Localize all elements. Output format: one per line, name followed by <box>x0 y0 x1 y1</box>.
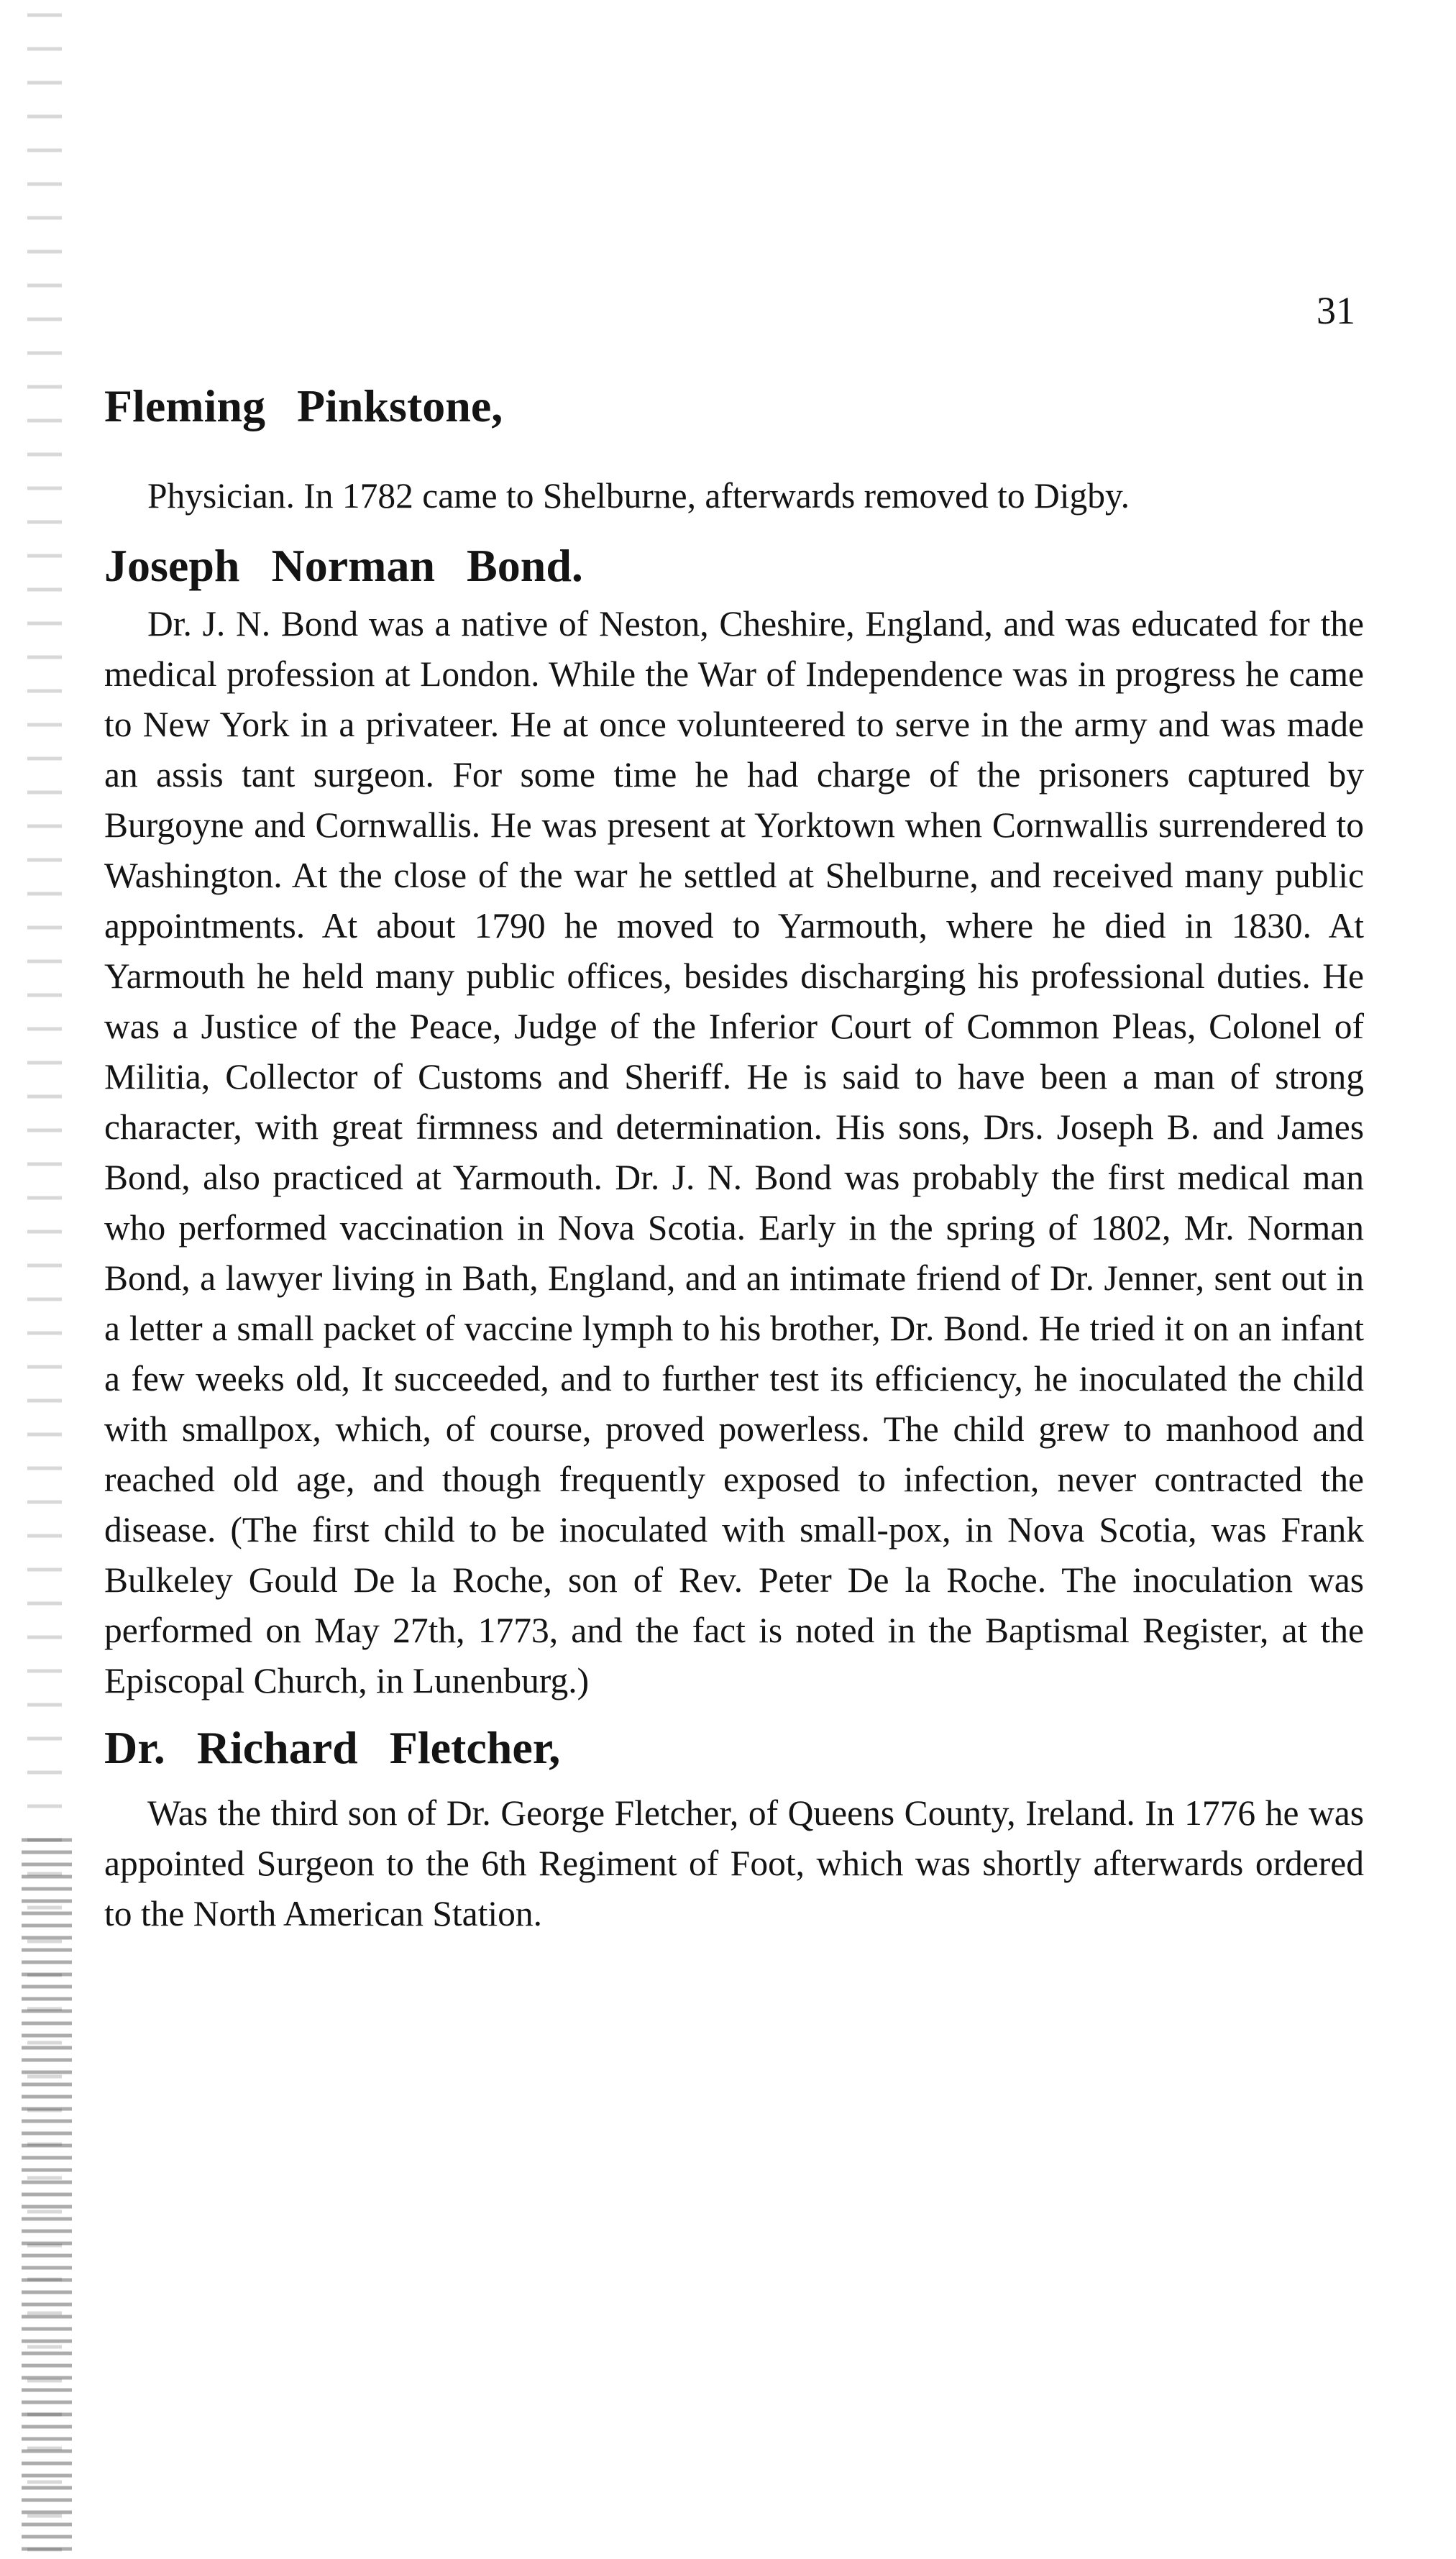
page-content <box>104 377 1364 1939</box>
page-edge-binding <box>22 1834 72 2559</box>
entry-heading-joseph-norman-bond: Joseph Norman Bond. <box>104 540 583 591</box>
entry-body-richard-fletcher: Was the third son of Dr. George Fletcher, of Queens County, Ireland. In 1776 he was appointed Surgeon to the 6th Regiment of Foot, which was shortly afterwards ordered to the North American Station. <box>104 1793 1364 1933</box>
page-number: 31 <box>1317 289 1355 332</box>
entry-heading-richard-fletcher: Dr. Richard Fletcher, <box>104 1722 561 1773</box>
entry-body-fleming-pinkstone: Physician. In 1782 came to Shelburne, afterwards removed to Digby. <box>147 476 1130 516</box>
entry-body-joseph-norman-bond: Dr. J. N. Bond was a native of Neston, Cheshire, England, and was educated for the medical profession at London. While the War of Independence was in progress he came to New York in a privateer. He at once volunteered to serve in the army and was made an assis tant surgeon. For some time he had charge of the prisoners captured by Burgoyne and Cornwallis. He was present at Yorktown when Cornwallis surrendered to Washington. At the close of the war he settled at Shelburne, and received many public appointments. At about 1790 he moved to Yarmouth, where he died in 1830. At Yarmouth he held many public offices, besides discharging his professional duties. He was a Justice of the Peace, Judge of the Inferior Court of Common Pleas, Colonel of Militia, Collector of Customs and Sheriff. He is said to have been a man of strong character, with great firmness and determination. His sons, Drs. Joseph B. and James Bond, also practiced at Yarmouth. Dr. J. N. Bond was probably the first medical man who performed vaccination in Nova Scotia. Early in the spring of 1802, Mr. Norman Bond, a lawyer living in Bath, England, and an intimate friend of Dr. Jenner, sent out in a letter a small packet of vaccine lymph to his brother, Dr. Bond. He tried it on an infant a few weeks old, It succeeded, and to further test its efficiency, he inoculated the child with smallpox, which, of course, proved powerless. The child grew to manhood and reached old age, and though frequently exposed to infection, never contracted the disease. (The first child to be inoculated with small-pox, in Nova Scotia, was Frank Bulkeley Gould De la Roche, son of Rev. Peter De la Roche. The inoculation was performed on May 27th, 1773, and the fact is noted in the Baptismal Register, at the Episcopal Church, in Lunenburg.) <box>104 604 1364 1700</box>
entry-heading-fleming-pinkstone: Fleming Pinkstone, <box>104 380 503 431</box>
